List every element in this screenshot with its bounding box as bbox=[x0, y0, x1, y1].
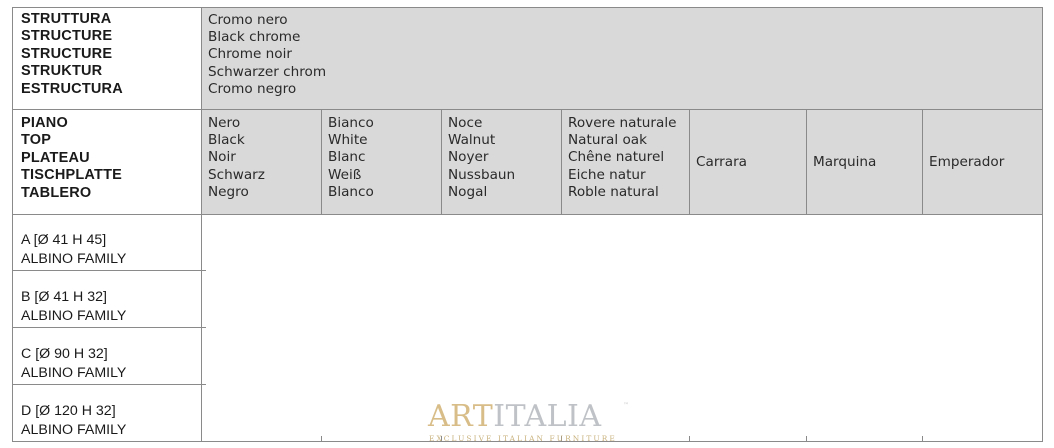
finish-noce-fr: Noyer bbox=[448, 149, 489, 166]
model-row-c bbox=[21, 345, 126, 382]
finish-noce-es: Nogal bbox=[448, 183, 488, 200]
finish-bianco-fr: Blanc bbox=[328, 149, 366, 166]
logo-trademark: ™ bbox=[623, 402, 629, 409]
structure-value-it: Cromo nero bbox=[208, 12, 288, 28]
logo-art: ART bbox=[428, 399, 494, 434]
structure-label-it: STRUTTURA bbox=[21, 11, 112, 27]
top-label-es: TABLERO bbox=[21, 184, 92, 201]
model-row-d bbox=[21, 402, 126, 439]
structure-values bbox=[208, 12, 326, 98]
finish-bianco-en: White bbox=[328, 132, 368, 149]
model-row-divider-b bbox=[12, 327, 206, 328]
finish-nero bbox=[208, 115, 265, 201]
finish-nero-it: Nero bbox=[208, 115, 241, 131]
structure-label-fr: STRUCTURE bbox=[21, 45, 113, 62]
model-row-a bbox=[21, 231, 126, 268]
structure-label-es: ESTRUCTURA bbox=[21, 80, 123, 97]
top-label bbox=[21, 115, 122, 202]
finish-divider-5 bbox=[806, 110, 807, 214]
structure-value-es: Cromo negro bbox=[208, 80, 297, 97]
finish-rovere-de: Eiche natur bbox=[568, 166, 646, 183]
finish-noce bbox=[448, 115, 515, 201]
finish-divider-2 bbox=[441, 110, 442, 214]
model-a-code: A [Ø 41 H 45] bbox=[21, 232, 107, 248]
column-tick-4 bbox=[689, 436, 690, 442]
finish-bianco-it: Bianco bbox=[328, 115, 374, 131]
logo-wordmark bbox=[428, 400, 602, 434]
finish-noce-it: Noce bbox=[448, 115, 483, 131]
structure-value-de: Schwarzer chrom bbox=[208, 63, 327, 80]
structure-label bbox=[21, 11, 123, 98]
finish-nero-fr: Noir bbox=[208, 149, 236, 166]
finish-rovere bbox=[568, 115, 676, 201]
top-label-fr: PLATEAU bbox=[21, 149, 90, 166]
column-tick-5 bbox=[806, 436, 807, 442]
structure-row-divider bbox=[12, 109, 1043, 110]
model-b-family: ALBINO FAMILY bbox=[21, 307, 127, 324]
model-row-b bbox=[21, 288, 126, 325]
model-a-family: ALBINO FAMILY bbox=[21, 250, 127, 267]
table-right-border bbox=[1042, 7, 1043, 442]
model-d-family: ALBINO FAMILY bbox=[21, 421, 127, 438]
column-tick-1 bbox=[321, 436, 322, 442]
finish-bianco bbox=[328, 115, 374, 201]
top-label-it: PIANO bbox=[21, 115, 68, 131]
finish-emperador: Emperador bbox=[929, 154, 1005, 170]
model-c-family: ALBINO FAMILY bbox=[21, 364, 127, 381]
table-top-border bbox=[12, 7, 1043, 8]
finish-rovere-fr: Chêne naturel bbox=[568, 149, 665, 166]
artitalia-logo bbox=[428, 400, 628, 446]
finish-nero-es: Negro bbox=[208, 183, 249, 200]
model-row-divider-a bbox=[12, 270, 206, 271]
model-c-code: C [Ø 90 H 32] bbox=[21, 346, 108, 362]
finish-rovere-es: Roble natural bbox=[568, 183, 659, 200]
finish-divider-6 bbox=[922, 110, 923, 214]
finish-marquina: Marquina bbox=[813, 154, 877, 170]
finish-divider-1 bbox=[321, 110, 322, 214]
finish-noce-de: Nussbaun bbox=[448, 166, 516, 183]
logo-italia: ITALIA bbox=[493, 399, 602, 434]
finish-nero-de: Schwarz bbox=[208, 166, 265, 183]
structure-value-fr: Chrome noir bbox=[208, 46, 292, 63]
header-bottom-divider bbox=[12, 214, 1043, 215]
structure-label-en: STRUCTURE bbox=[21, 28, 113, 45]
label-column-divider bbox=[201, 7, 202, 442]
top-label-en: TOP bbox=[21, 132, 52, 149]
model-b-code: B [Ø 41 H 32] bbox=[21, 289, 107, 305]
model-row-divider-c bbox=[12, 384, 206, 385]
finish-noce-en: Walnut bbox=[448, 132, 496, 149]
finish-divider-3 bbox=[561, 110, 562, 214]
structure-header-bg bbox=[202, 7, 1042, 109]
finish-bianco-de: Weiß bbox=[328, 166, 362, 183]
logo-tagline: EXCLUSIVE ITALIAN FURNITURE bbox=[429, 434, 617, 443]
finish-carrara: Carrara bbox=[696, 154, 748, 170]
table-left-border bbox=[12, 7, 13, 442]
column-tick-6 bbox=[922, 436, 923, 442]
model-d-code: D [Ø 120 H 32] bbox=[21, 403, 116, 419]
finish-nero-en: Black bbox=[208, 132, 245, 149]
structure-value-en: Black chrome bbox=[208, 29, 301, 46]
finish-bianco-es: Blanco bbox=[328, 183, 374, 200]
finish-divider-4 bbox=[689, 110, 690, 214]
structure-label-de: STRUKTUR bbox=[21, 63, 103, 80]
finish-rovere-it: Rovere naturale bbox=[568, 115, 677, 131]
finish-rovere-en: Natural oak bbox=[568, 132, 647, 149]
top-label-de: TISCHPLATTE bbox=[21, 167, 123, 184]
